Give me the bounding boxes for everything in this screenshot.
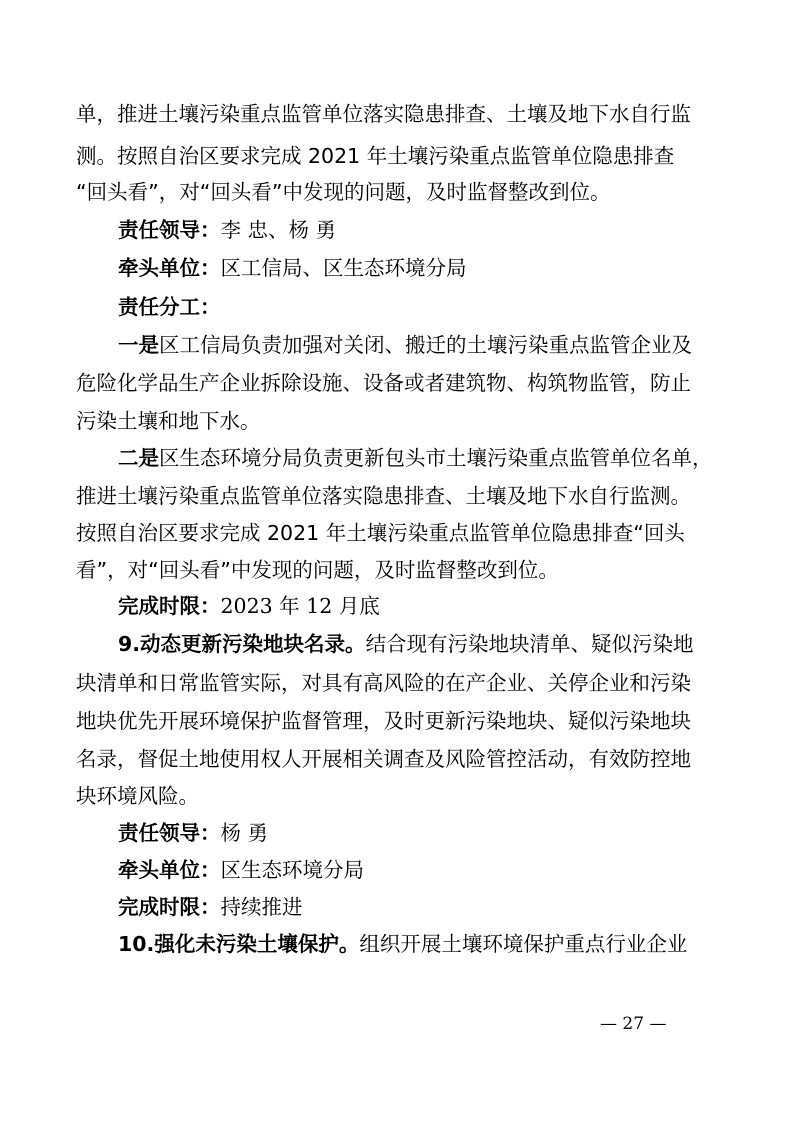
paragraph-text: 结合现有污染地块清单、疑似污染地 [365,632,694,656]
field-label: 责任领导： [118,218,221,242]
lead-unit-line [118,854,778,886]
field-label: 牵头单位： [118,858,221,882]
field-value: 李 忠、杨 勇 [220,218,337,242]
item-heading-line [118,928,778,960]
paragraph-text: 区工信局负责加强对关闭、搬迁的土壤污染重点监管企业及 [159,333,692,357]
field-value: 区工信局、区生态环境分局 [220,256,467,280]
paragraph-line: 块环境风险。 [76,784,199,808]
paragraph-line: 看”，对“回头看”中发现的问题，及时监督整改到位。 [76,558,559,582]
paragraph-prefix: 二是 [118,446,159,470]
paragraph-text: 区生态环境分局负责更新包头市土壤污染重点监管单位名单， [159,446,713,470]
responsible-leader-line [118,214,778,246]
paragraph-line [118,442,778,474]
paragraph-line: 按照自治区要求完成 2021 年土壤污染重点监管单位隐患排查“回头 [76,521,685,545]
paragraph-prefix: 一是 [118,333,159,357]
deadline-line [118,590,778,622]
deadline-line [118,891,778,923]
paragraph-line: 地块优先开展环境保护监督管理，及时更新污染地块、疑似污染地块 [76,709,691,733]
paragraph-line: 推进土壤污染重点监管单位落实隐患排查、土壤及地下水自行监测。 [76,484,691,508]
item-title: 9.动态更新污染地块名录。 [118,632,366,656]
paragraph-line: 污染土壤和地下水。 [76,409,261,433]
paragraph-line [118,329,778,361]
paragraph-line: 危险化学品生产企业拆除设施、设备或者建筑物、构筑物监管，防止 [76,371,691,395]
field-label: 完成时限： [118,594,221,618]
lead-unit-line [118,252,778,284]
field-value: 持续推进 [220,895,303,919]
paragraph-line: 块清单和日常监管实际，对具有高风险的在产企业、关停企业和污染 [76,671,691,695]
paragraph-line: 测。按照自治区要求完成 2021 年土壤污染重点监管单位隐患排查 [76,144,675,168]
field-value: 区生态环境分局 [220,858,364,882]
paragraph-text: 组织开展土壤环境保护重点行业企业 [359,932,688,956]
field-value: 2023 年 12 月底 [220,594,380,618]
item-heading-line [118,628,778,660]
paragraph-line: “回头看”，对“回头看”中发现的问题，及时监督整改到位。 [76,180,611,204]
paragraph-line: 单，推进土壤污染重点监管单位落实隐患排查、土壤及地下水自行监 [76,102,691,126]
duty-heading: 责任分工： [118,295,221,319]
responsible-leader-line [118,817,778,849]
paragraph-line: 名录，督促土地使用权人开展相关调查及风险管控活动，有效防控地 [76,747,691,771]
field-value: 杨 勇 [220,821,269,845]
page-number: — 27 — [600,1014,667,1034]
field-label: 责任领导： [118,821,221,845]
item-title: 10.强化未污染土壤保护。 [118,932,360,956]
field-label: 完成时限： [118,895,221,919]
field-label: 牵头单位： [118,256,221,280]
